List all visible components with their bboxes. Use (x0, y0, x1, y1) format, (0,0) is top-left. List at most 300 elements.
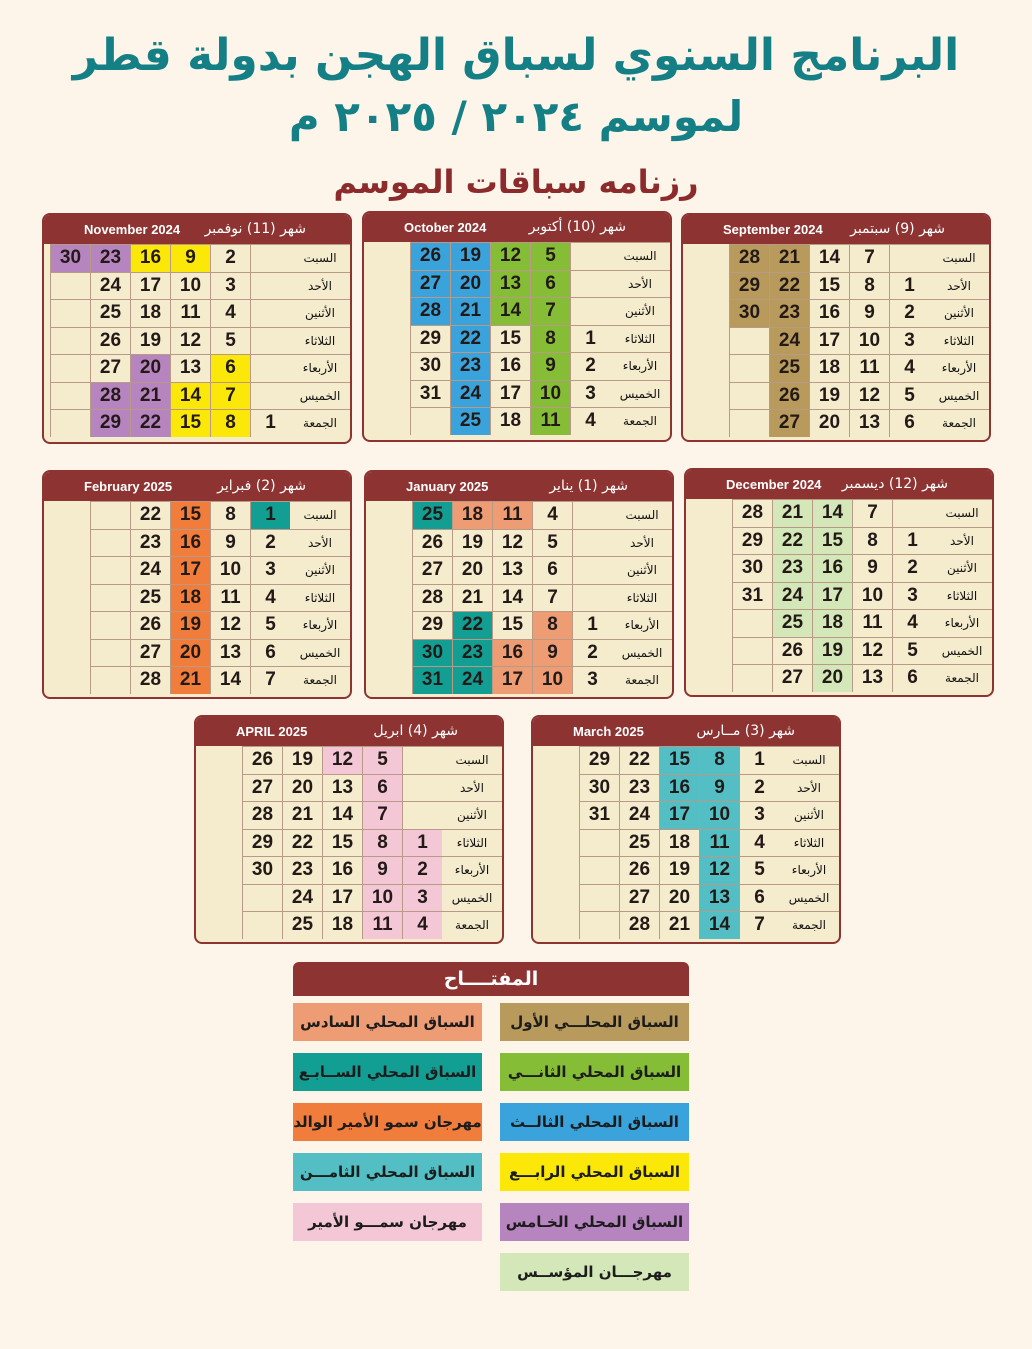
day-cell: 1 (570, 325, 610, 353)
week-row (683, 354, 989, 382)
season-subtitle: لموسم ٢٠٢٤ / ٢٠٢٥ م (288, 92, 744, 141)
week-row (366, 666, 672, 694)
day-name: الأربعاء (290, 611, 350, 639)
day-cell: 12 (210, 611, 250, 639)
week-row (44, 639, 350, 667)
day-cell: 26 (412, 529, 452, 557)
day-name: السبت (932, 499, 992, 527)
day-cell (242, 911, 282, 939)
month-header (364, 213, 670, 242)
day-cell: 27 (772, 664, 812, 692)
day-cell: 25 (619, 829, 659, 857)
day-cell (579, 829, 619, 857)
day-name: الثلاثاء (929, 327, 989, 355)
day-name: الثلاثاء (610, 325, 670, 353)
day-cell: 15 (809, 272, 849, 300)
day-cell: 20 (130, 354, 170, 382)
day-cell: 23 (450, 352, 490, 380)
day-cell: 16 (322, 856, 362, 884)
day-cell: 1 (739, 746, 779, 774)
day-cell (579, 884, 619, 912)
day-cell: 25 (282, 911, 322, 939)
week-row (364, 242, 670, 270)
day-cell: 21 (659, 911, 699, 939)
day-cell: 26 (130, 611, 170, 639)
day-cell: 5 (362, 746, 402, 774)
week-row (196, 911, 502, 939)
day-cell (410, 407, 450, 435)
day-cell: 18 (490, 407, 530, 435)
day-name: السبت (612, 501, 672, 529)
day-cell (50, 354, 90, 382)
month-name-ar: شهر (10) أكتوبر (528, 219, 626, 235)
day-cell: 14 (492, 584, 532, 612)
day-cell (570, 242, 610, 270)
day-cell (729, 327, 769, 355)
day-cell: 23 (772, 554, 812, 582)
day-cell: 16 (490, 352, 530, 380)
day-cell: 19 (450, 242, 490, 270)
day-cell: 14 (809, 244, 849, 272)
legend-item: السباق المحلي الرابـــع (500, 1153, 689, 1191)
day-cell (732, 664, 772, 692)
day-cell: 17 (170, 556, 210, 584)
day-cell: 20 (812, 664, 852, 692)
day-cell: 18 (130, 299, 170, 327)
week-row (686, 637, 992, 665)
day-cell: 2 (572, 639, 612, 667)
day-name: الأحد (612, 529, 672, 557)
day-cell: 26 (410, 242, 450, 270)
day-cell: 27 (412, 556, 452, 584)
month-name-en: February 2025 (84, 479, 173, 494)
day-cell: 27 (242, 774, 282, 802)
day-name: السبت (442, 746, 502, 774)
month-name-ar: شهر (11) نوفمبر (204, 221, 306, 237)
week-row (683, 244, 989, 272)
day-cell: 15 (659, 746, 699, 774)
day-cell: 14 (490, 297, 530, 325)
day-cell: 28 (242, 801, 282, 829)
day-name: الأثنين (779, 801, 839, 829)
day-cell: 10 (170, 272, 210, 300)
day-cell: 9 (699, 774, 739, 802)
day-cell: 19 (282, 746, 322, 774)
day-cell: 18 (809, 354, 849, 382)
day-cell: 10 (532, 666, 572, 694)
day-name: الأحد (290, 529, 350, 557)
legend-item: السباق المحلي الســابـع (293, 1053, 482, 1091)
day-cell: 23 (282, 856, 322, 884)
day-cell: 12 (170, 327, 210, 355)
day-cell: 8 (530, 325, 570, 353)
day-cell: 31 (732, 582, 772, 610)
day-cell: 11 (492, 501, 532, 529)
day-cell (50, 327, 90, 355)
day-name: الجمعة (290, 409, 350, 437)
month-name-ar: شهر (2) فبراير (217, 478, 306, 494)
day-cell (50, 299, 90, 327)
week-row (533, 746, 839, 774)
day-cell: 16 (809, 299, 849, 327)
legend-item: مهرجان سمو الأمير الوالد (293, 1103, 482, 1141)
day-cell: 29 (90, 409, 130, 437)
day-name: الخميس (932, 637, 992, 665)
day-cell: 7 (739, 911, 779, 939)
week-row (683, 409, 989, 437)
day-cell: 31 (412, 666, 452, 694)
week-row (686, 554, 992, 582)
day-name: الأحد (932, 527, 992, 555)
day-cell: 27 (619, 884, 659, 912)
day-cell (732, 637, 772, 665)
week-row (683, 327, 989, 355)
month-september-2024 (681, 213, 991, 442)
day-cell: 11 (849, 354, 889, 382)
week-row (44, 354, 350, 382)
day-cell (570, 270, 610, 298)
day-cell (250, 272, 290, 300)
day-name: الأحد (929, 272, 989, 300)
month-name-en: APRIL 2025 (236, 724, 308, 739)
day-cell: 19 (659, 856, 699, 884)
day-cell (402, 746, 442, 774)
day-cell: 19 (812, 637, 852, 665)
day-cell: 8 (532, 611, 572, 639)
legend (293, 962, 689, 1298)
day-name: الجمعة (779, 911, 839, 939)
day-cell: 20 (450, 270, 490, 298)
week-row (364, 297, 670, 325)
day-cell: 11 (530, 407, 570, 435)
day-cell: 29 (410, 325, 450, 353)
day-cell: 2 (739, 774, 779, 802)
day-cell: 11 (699, 829, 739, 857)
week-row (44, 327, 350, 355)
day-cell (90, 611, 130, 639)
day-cell: 22 (452, 611, 492, 639)
day-cell (90, 639, 130, 667)
day-cell: 12 (492, 529, 532, 557)
day-cell: 2 (570, 352, 610, 380)
day-cell: 12 (849, 382, 889, 410)
calendar-heading: رزنامه سباقات الموسم (333, 163, 699, 201)
day-cell: 16 (492, 639, 532, 667)
day-cell (90, 584, 130, 612)
day-cell: 18 (170, 584, 210, 612)
day-name: الأحد (290, 272, 350, 300)
week-row (366, 611, 672, 639)
day-cell: 30 (579, 774, 619, 802)
month-header (686, 470, 992, 499)
day-cell (732, 609, 772, 637)
day-cell (729, 409, 769, 437)
day-cell: 1 (892, 527, 932, 555)
week-row (44, 584, 350, 612)
day-cell: 16 (812, 554, 852, 582)
day-cell: 21 (130, 382, 170, 410)
day-cell: 13 (210, 639, 250, 667)
day-cell: 19 (130, 327, 170, 355)
day-cell: 10 (849, 327, 889, 355)
day-cell (729, 382, 769, 410)
day-cell: 24 (450, 380, 490, 408)
day-cell: 4 (532, 501, 572, 529)
week-row (44, 611, 350, 639)
day-name: الأربعاء (290, 354, 350, 382)
day-cell (572, 584, 612, 612)
day-name: الأثنين (610, 297, 670, 325)
day-name: السبت (610, 242, 670, 270)
day-cell: 9 (530, 352, 570, 380)
day-cell: 6 (892, 664, 932, 692)
day-cell: 18 (322, 911, 362, 939)
week-row (686, 499, 992, 527)
day-cell: 14 (322, 801, 362, 829)
day-cell: 24 (90, 272, 130, 300)
day-cell: 29 (732, 527, 772, 555)
day-cell: 24 (452, 666, 492, 694)
day-cell: 5 (532, 529, 572, 557)
day-cell: 5 (892, 637, 932, 665)
day-cell: 3 (570, 380, 610, 408)
day-cell: 3 (250, 556, 290, 584)
day-cell: 21 (282, 801, 322, 829)
day-cell (579, 911, 619, 939)
day-name: الجمعة (442, 911, 502, 939)
day-cell: 20 (809, 409, 849, 437)
day-cell: 9 (852, 554, 892, 582)
day-cell: 5 (889, 382, 929, 410)
day-cell: 15 (490, 325, 530, 353)
week-row (686, 582, 992, 610)
day-cell: 26 (619, 856, 659, 884)
day-cell: 18 (452, 501, 492, 529)
day-cell: 28 (619, 911, 659, 939)
day-cell: 9 (362, 856, 402, 884)
day-cell: 12 (322, 746, 362, 774)
day-cell: 6 (210, 354, 250, 382)
week-row (533, 856, 839, 884)
day-cell: 26 (90, 327, 130, 355)
day-cell: 9 (210, 529, 250, 557)
month-december-2024 (684, 468, 994, 697)
week-row (366, 556, 672, 584)
day-cell: 8 (852, 527, 892, 555)
day-cell: 20 (452, 556, 492, 584)
day-cell: 17 (812, 582, 852, 610)
day-cell: 13 (492, 556, 532, 584)
day-cell: 8 (362, 829, 402, 857)
day-cell (90, 501, 130, 529)
day-cell: 1 (889, 272, 929, 300)
week-row (44, 666, 350, 694)
day-cell: 16 (130, 244, 170, 272)
day-cell: 6 (532, 556, 572, 584)
day-cell: 14 (812, 499, 852, 527)
day-name: الخميس (779, 884, 839, 912)
day-cell: 21 (170, 666, 210, 694)
day-cell: 21 (452, 584, 492, 612)
week-row (196, 746, 502, 774)
day-cell: 19 (170, 611, 210, 639)
day-cell: 30 (729, 299, 769, 327)
day-name: الثلاثاء (290, 327, 350, 355)
day-cell: 3 (889, 327, 929, 355)
day-cell: 9 (532, 639, 572, 667)
day-cell (729, 354, 769, 382)
day-cell: 25 (412, 501, 452, 529)
day-cell (90, 556, 130, 584)
day-cell: 19 (452, 529, 492, 557)
day-cell: 6 (889, 409, 929, 437)
day-cell: 13 (490, 270, 530, 298)
day-cell: 7 (532, 584, 572, 612)
month-header (366, 472, 672, 501)
day-cell: 4 (739, 829, 779, 857)
day-cell: 17 (809, 327, 849, 355)
month-header (533, 717, 839, 746)
day-cell: 25 (769, 354, 809, 382)
day-name: السبت (290, 244, 350, 272)
day-cell: 11 (210, 584, 250, 612)
day-cell: 11 (362, 911, 402, 939)
day-cell: 30 (412, 639, 452, 667)
day-cell: 28 (130, 666, 170, 694)
week-row (44, 409, 350, 437)
day-name: الخميس (610, 380, 670, 408)
day-cell: 17 (322, 884, 362, 912)
month-header (196, 717, 502, 746)
day-name: الثلاثاء (612, 584, 672, 612)
day-cell: 7 (852, 499, 892, 527)
day-cell: 23 (769, 299, 809, 327)
day-name: الأربعاء (612, 611, 672, 639)
week-row (683, 272, 989, 300)
day-cell: 6 (530, 270, 570, 298)
day-cell: 12 (490, 242, 530, 270)
week-row (364, 325, 670, 353)
day-cell (402, 774, 442, 802)
day-cell (90, 529, 130, 557)
day-cell: 29 (412, 611, 452, 639)
day-name: الخميس (929, 382, 989, 410)
day-cell: 27 (130, 639, 170, 667)
day-cell: 17 (490, 380, 530, 408)
month-header (683, 215, 989, 244)
day-cell: 6 (739, 884, 779, 912)
day-name: الجمعة (290, 666, 350, 694)
day-cell: 30 (50, 244, 90, 272)
day-cell: 28 (410, 297, 450, 325)
month-header (44, 472, 350, 501)
day-cell: 18 (659, 829, 699, 857)
day-cell: 22 (769, 272, 809, 300)
day-cell: 4 (570, 407, 610, 435)
day-cell: 8 (210, 501, 250, 529)
day-cell: 9 (849, 299, 889, 327)
day-cell: 15 (170, 409, 210, 437)
week-row (364, 352, 670, 380)
day-cell: 7 (362, 801, 402, 829)
day-cell (250, 354, 290, 382)
page-title: البرنامج السنوي لسباق الهجن بدولة قطر (72, 30, 960, 81)
day-cell: 20 (282, 774, 322, 802)
day-cell (250, 382, 290, 410)
day-cell: 10 (210, 556, 250, 584)
week-row (196, 856, 502, 884)
day-cell: 7 (849, 244, 889, 272)
day-cell: 21 (772, 499, 812, 527)
month-october-2024 (362, 211, 672, 442)
week-row (196, 884, 502, 912)
day-cell: 22 (772, 527, 812, 555)
legend-item: السباق المحلي السادس (293, 1003, 482, 1041)
month-april-2025 (194, 715, 504, 944)
day-cell: 27 (769, 409, 809, 437)
month-name-en: September 2024 (723, 222, 823, 237)
day-name: الأحد (610, 270, 670, 298)
day-cell: 23 (619, 774, 659, 802)
day-cell: 14 (210, 666, 250, 694)
month-name-ar: شهر (9) سبتمبر (850, 221, 945, 237)
day-cell (572, 529, 612, 557)
month-name-ar: شهر (4) ابريل (373, 723, 458, 739)
day-cell: 21 (450, 297, 490, 325)
legend-item: مهرجـــان المؤســس (500, 1253, 689, 1291)
week-row (366, 639, 672, 667)
day-cell: 7 (530, 297, 570, 325)
day-name: الثلاثاء (932, 582, 992, 610)
day-cell: 24 (282, 884, 322, 912)
day-cell: 8 (699, 746, 739, 774)
day-cell (90, 666, 130, 694)
day-cell: 2 (402, 856, 442, 884)
day-cell: 1 (250, 409, 290, 437)
day-cell: 19 (809, 382, 849, 410)
day-cell: 17 (492, 666, 532, 694)
day-cell: 10 (362, 884, 402, 912)
day-cell: 28 (90, 382, 130, 410)
day-cell: 11 (852, 609, 892, 637)
day-cell: 4 (892, 609, 932, 637)
week-row (44, 556, 350, 584)
day-cell: 27 (90, 354, 130, 382)
day-cell: 4 (402, 911, 442, 939)
month-name-ar: شهر (3) مــارس (696, 723, 795, 739)
day-cell (572, 501, 612, 529)
day-cell: 16 (170, 529, 210, 557)
day-cell: 13 (699, 884, 739, 912)
week-row (533, 801, 839, 829)
day-name: الجمعة (932, 664, 992, 692)
month-name-en: December 2024 (726, 477, 822, 492)
day-cell: 25 (772, 609, 812, 637)
day-cell: 29 (729, 272, 769, 300)
day-name: الأثنين (929, 299, 989, 327)
day-cell: 17 (130, 272, 170, 300)
day-cell: 2 (889, 299, 929, 327)
day-cell: 26 (772, 637, 812, 665)
day-cell: 24 (130, 556, 170, 584)
day-cell: 10 (852, 582, 892, 610)
week-row (44, 244, 350, 272)
day-cell: 28 (732, 499, 772, 527)
day-cell: 6 (250, 639, 290, 667)
day-cell: 15 (322, 829, 362, 857)
day-name: السبت (290, 501, 350, 529)
day-name: الخميس (442, 884, 502, 912)
